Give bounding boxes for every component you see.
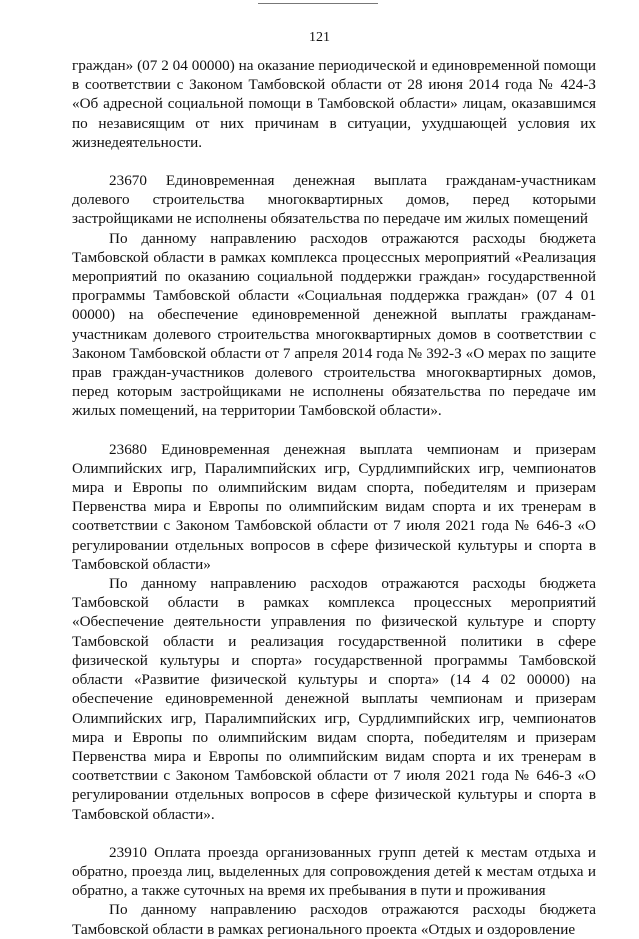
section-heading-23680: 23680 Единовременная денежная выплата чемпионам и призерам Олимпийских игр, Паралимпийских игр, Сурдлимпийских игр, чемпионатов мира и Европы по олимпийским видам спорта, победителям и призерам Первенства мира и Европы по олимпийским видам спорта и их тренерам в соответствии с Законом Тамбовской области от 7 июля 2021 года № 646-З «О регулировании отдельных вопросов в сфере физической культуры и спорта в Тамбовской области» xyxy=(72,440,596,573)
paragraph-23680-description: По данному направлению расходов отражаются расходы бюджета Тамбовской области в рамках комплекса процессных мероприятий «Обеспечение деятельности управления по физической культуре и спорту Тамбовской области и реализация государственной политики в сфере физической культуры и спорта» государственной программы Тамбовской области «Развитие физической культуры и спорта» (14 4 02 00000) на обеспечение единовременной денежной выплаты чемпионам и призерам Олимпийских игр, Паралимпийских игр, Сурдлимпийских игр, чемпионатов мира и Европы по олимпийским видам спорта, победителям и призерам Первенства мира и Европы по олимпийским видам спорта и их тренерам в соответствии с Законом Тамбовской области от 7 июля 2021 года № 646-З «О регулировании отдельных вопросов в сфере физической культуры и спорта в Тамбовской области». xyxy=(72,575,596,823)
section-heading-23910: 23910 Оплата проезда организованных групп детей к местам отдыха и обратно, проезда лиц, выделенных для сопровождения детей к местам отдыха и обратно, а также суточных на время их пребывания в пути и проживания xyxy=(72,843,596,900)
paragraph-23910-description: По данному направлению расходов отражаются расходы бюджета Тамбовской области в рамках регионального проекта «Отдых и оздоровление xyxy=(72,901,596,938)
paragraph-23670-description: По данному направлению расходов отражаются расходы бюджета Тамбовской области в рамках комплекса процессных мероприятий «Реализация мероприятий по оказанию социальной поддержки граждан» государственной программы Тамбовской области «Социальная поддержка граждан» (07 4 01 00000) на обеспечение единовременной денежной выплаты гражданам-участникам долевого строительства многоквартирных домов в соответствии с Законом Тамбовской области от 7 апреля 2014 года № 392-З «О мерах по защите прав граждан-участников долевого строительства многоквартирных домов, перед которым застройщиками не исполнены обязательства по передаче им жилых помещений, на территории Тамбовской области». xyxy=(72,229,596,420)
section-heading-23670: 23670 Единовременная денежная выплата гражданам-участникам долевого строительства многоквартирных домов, перед которыми застройщиками не исполнены обязательства по передаче им жилых помещений xyxy=(72,172,596,228)
document-body xyxy=(72,56,596,939)
paragraph-continuation: граждан» (07 2 04 00000) на оказание периодической и единовременной помощи в соответствии с Законом Тамбовской области от 28 июня 2014 года № 424-З «Об адресной социальной помощи в Тамбовской области» лицам, оказавшимся по независящим от них причинам в ситуации, ухудшающей условия их жизнедеятельности. xyxy=(72,57,596,151)
page-number: 121 xyxy=(309,30,330,45)
scan-edge-line xyxy=(258,3,378,4)
